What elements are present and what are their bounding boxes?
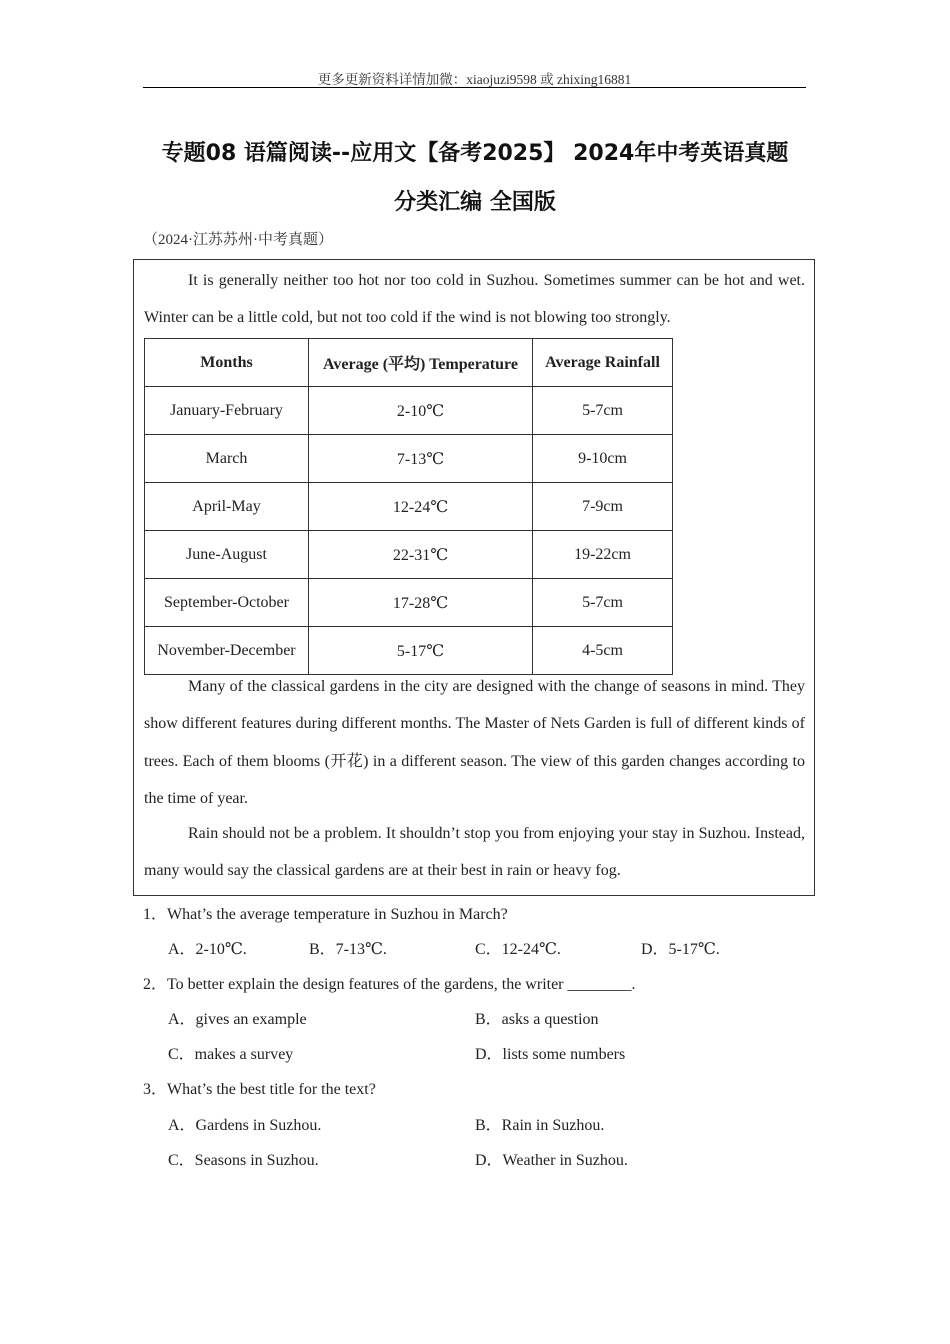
question-1: 1．What’s the average temperature in Suzhou in March? [143, 906, 508, 923]
passage-paragraph-gardens: Many of the classical gardens in the city are designed with the change of seasons in mind. They show different features during different months. The Master of Nets Garden is full of different kinds of trees. Each of them blooms (开花) in a different season. The view of this garden changes according to the time of year. [144, 678, 805, 807]
table-cell: 4-5cm [533, 627, 673, 675]
reading-passage [133, 259, 815, 896]
question-2-option-c[interactable]: C．makes a survey [168, 1046, 294, 1063]
table-cell: April-May [145, 483, 309, 531]
document-title: 专题08 语篇阅读--应用文【备考2025】 2024年中考英语真题 [161, 141, 789, 166]
question-2: 2．To better explain the design features of the gardens, the writer ________. [143, 976, 636, 993]
table-cell: June-August [145, 531, 309, 579]
question-3: 3．What’s the best title for the text? [143, 1081, 376, 1098]
question-1-option-d[interactable]: D．5-17℃. [641, 941, 720, 958]
table-cell: January-February [145, 387, 309, 435]
document-subtitle: 分类汇编 全国版 [394, 190, 556, 215]
question-1-option-c[interactable]: C．12-24℃. [475, 941, 561, 958]
passage-intro: It is generally neither too hot nor too cold in Suzhou. Sometimes summer can be hot and wet. Winter can be a little cold, but not too cold if the wind is not blowing too strongly. [144, 272, 805, 327]
table-header-cell: Average Rainfall [533, 339, 673, 387]
table-header-cell: Average (平均) Temperature [309, 339, 533, 387]
table-cell: 12-24℃ [309, 483, 533, 531]
table-row [145, 435, 673, 483]
question-1-option-b[interactable]: B．7-13℃. [309, 941, 387, 958]
table-cell: 19-22cm [533, 531, 673, 579]
page-header-note: 更多更新资料详情加微：xiaojuzi9598 或 zhixing16881 [317, 72, 632, 87]
header-divider [143, 87, 806, 88]
question-1-option-a[interactable]: A．2-10℃. [168, 941, 247, 958]
question-2-option-a[interactable]: A．gives an example [168, 1011, 307, 1028]
table-cell: 2-10℃ [309, 387, 533, 435]
passage-paragraph-rain: Rain should not be a problem. It shouldn’t stop you from enjoying your stay in Suzhou. Instead, many would say the classical gardens are at their best in rain or heavy fog. [144, 825, 805, 880]
table-cell: 5-17℃ [309, 627, 533, 675]
table-cell: 5-7cm [533, 387, 673, 435]
table-cell: 22-31℃ [309, 531, 533, 579]
table-cell: 17-28℃ [309, 579, 533, 627]
table-row [145, 483, 673, 531]
question-2-option-d[interactable]: D．lists some numbers [475, 1046, 626, 1063]
question-3-option-a[interactable]: A．Gardens in Suzhou. [168, 1117, 322, 1134]
table-cell: 5-7cm [533, 579, 673, 627]
table-cell: March [145, 435, 309, 483]
table-row [145, 531, 673, 579]
question-3-option-c[interactable]: C．Seasons in Suzhou. [168, 1152, 319, 1169]
question-3-option-b[interactable]: B．Rain in Suzhou. [475, 1117, 605, 1134]
table-row [145, 579, 673, 627]
weather-table [144, 338, 673, 675]
table-cell: September-October [145, 579, 309, 627]
question-2-option-b[interactable]: B．asks a question [475, 1011, 599, 1028]
question-source: （2024·江苏苏州·中考真题） [143, 232, 333, 248]
question-3-option-d[interactable]: D．Weather in Suzhou. [475, 1152, 628, 1169]
table-cell: 9-10cm [533, 435, 673, 483]
table-cell: 7-13℃ [309, 435, 533, 483]
table-row [145, 387, 673, 435]
table-cell: November-December [145, 627, 309, 675]
table-header-row [145, 339, 673, 387]
table-cell: 7-9cm [533, 483, 673, 531]
table-header-cell: Months [145, 339, 309, 387]
